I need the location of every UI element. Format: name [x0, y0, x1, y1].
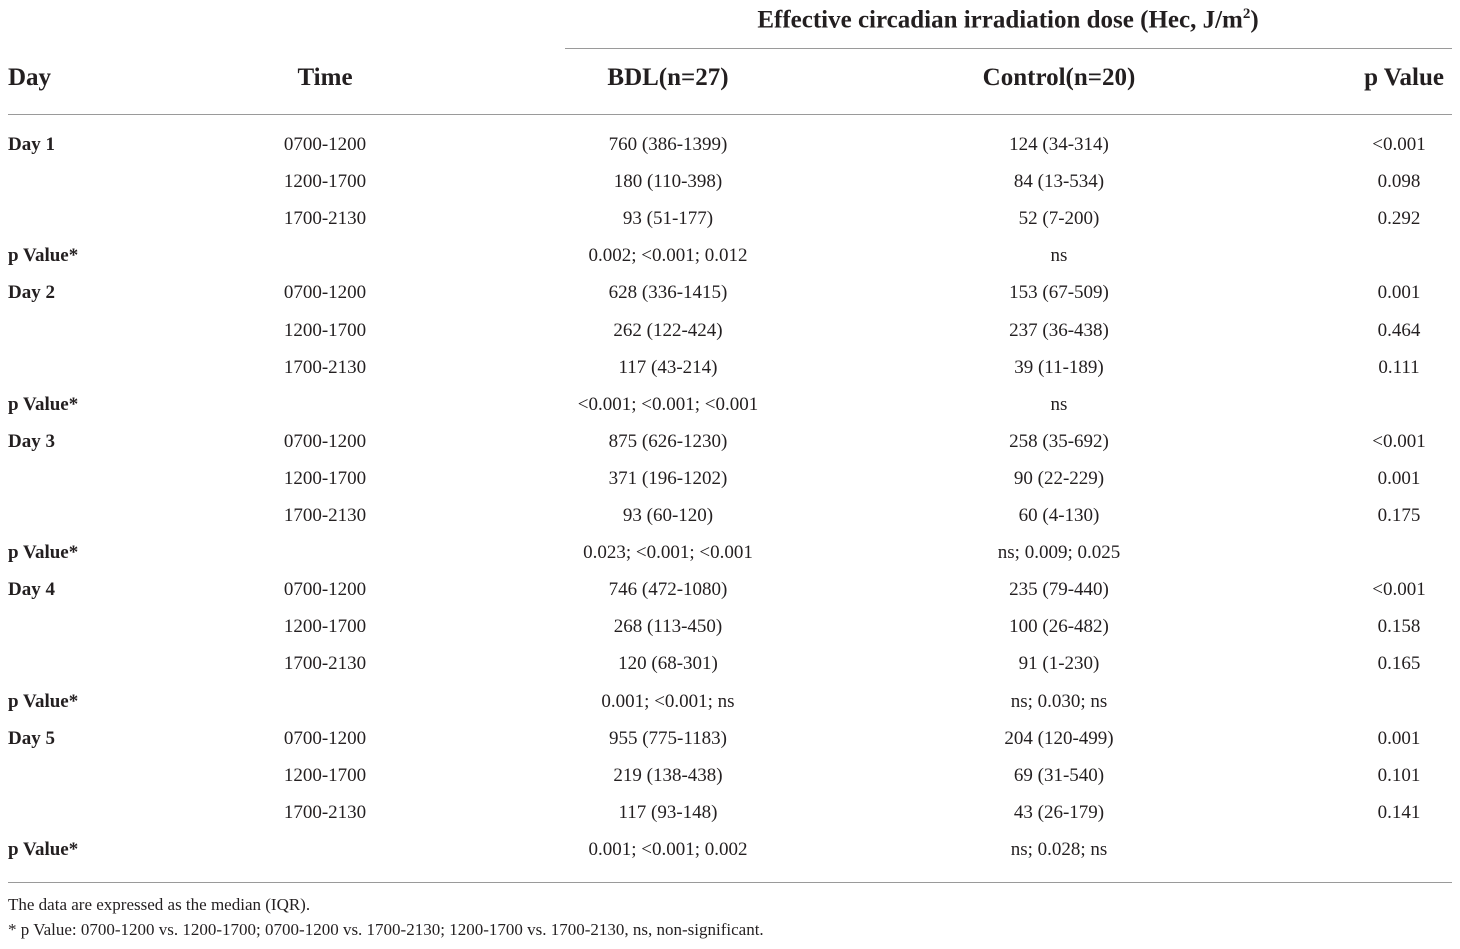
control-cell: ns	[1050, 394, 1068, 415]
time-cell: 0700-1200	[283, 579, 367, 600]
footnote-2: * p Value: 0700-1200 vs. 1200-1700; 0700-1200 vs. 1700-2130; 1200-1700 vs. 1700-2130, ns, non-significant.	[8, 920, 764, 939]
control-cell: 91 (1-230)	[1018, 653, 1100, 674]
control-cell: 69 (31-540)	[1013, 765, 1105, 786]
control-cell: 52 (7-200)	[1018, 208, 1100, 229]
bdl-cell: 268 (113-450)	[613, 616, 723, 637]
time-cell: 0700-1200	[283, 431, 367, 452]
column-header-bdl: BDL(n=27)	[607, 64, 729, 91]
column-header-control: Control(n=20)	[982, 64, 1136, 91]
p-value-cell: 0.175	[1377, 505, 1421, 526]
bdl-cell: 93 (51-177)	[622, 208, 714, 229]
control-cell: 153 (67-509)	[1009, 282, 1109, 303]
time-cell: 0700-1200	[283, 134, 367, 155]
bdl-cell: 117 (43-214)	[618, 357, 718, 378]
p-value-cell: 0.098	[1377, 171, 1421, 192]
bdl-cell: 875 (626-1230)	[608, 431, 728, 452]
control-cell: 124 (34-314)	[1009, 134, 1109, 155]
p-value-cell: <0.001	[1372, 134, 1426, 155]
bdl-cell: 0.002; <0.001; 0.012	[588, 245, 748, 266]
control-cell: ns; 0.030; ns	[1010, 691, 1108, 712]
control-cell: 237 (36-438)	[1009, 320, 1109, 341]
group-header-close: )	[1250, 6, 1259, 34]
time-cell: 0700-1200	[283, 282, 367, 303]
control-cell: ns; 0.009; 0.025	[997, 542, 1121, 563]
time-cell: 1200-1700	[283, 468, 367, 489]
column-header-time: Time	[297, 64, 353, 91]
time-cell: 0700-1200	[283, 728, 367, 749]
p-value-cell: 0.165	[1377, 653, 1421, 674]
time-cell: 1200-1700	[283, 765, 367, 786]
bdl-cell: 93 (60-120)	[622, 505, 714, 526]
p-value-label: p Value*	[8, 245, 79, 266]
time-cell: 1200-1700	[283, 171, 367, 192]
p-value-cell: 0.464	[1377, 320, 1421, 341]
bdl-cell: 0.001; <0.001; ns	[601, 691, 735, 712]
p-value-cell: 0.141	[1377, 802, 1421, 823]
p-value-cell: <0.001	[1372, 579, 1426, 600]
bdl-cell: 955 (775-1183)	[608, 728, 728, 749]
time-cell: 1700-2130	[283, 357, 367, 378]
bottom-rule	[8, 882, 1452, 883]
control-cell: 39 (11-189)	[1014, 357, 1104, 378]
p-value-cell: 0.001	[1377, 282, 1421, 303]
time-cell: 1700-2130	[283, 653, 367, 674]
p-value-cell: 0.158	[1377, 616, 1421, 637]
bdl-cell: 0.001; <0.001; 0.002	[588, 839, 748, 860]
p-value-cell: 0.292	[1377, 208, 1421, 229]
time-cell: 1200-1700	[283, 616, 367, 637]
p-value-label: p Value*	[8, 691, 79, 712]
bdl-cell: 120 (68-301)	[618, 653, 718, 674]
control-cell: 90 (22-229)	[1013, 468, 1105, 489]
header-rule	[8, 114, 1452, 115]
p-value-cell: 0.111	[1378, 357, 1420, 378]
p-value-cell: <0.001	[1372, 431, 1426, 452]
p-value-label: p Value*	[8, 394, 79, 415]
bdl-cell: 0.023; <0.001; <0.001	[583, 542, 753, 563]
bdl-cell: 180 (110-398)	[613, 171, 723, 192]
column-header-p-value: p Value	[1364, 64, 1444, 91]
p-value-label: p Value*	[8, 542, 79, 563]
bdl-cell: 760 (386-1399)	[608, 134, 728, 155]
day-label: Day 5	[8, 728, 55, 749]
bdl-cell: <0.001; <0.001; <0.001	[577, 394, 759, 415]
p-value-cell: 0.001	[1377, 468, 1421, 489]
bdl-cell: 219 (138-438)	[613, 765, 723, 786]
control-cell: 84 (13-534)	[1013, 171, 1105, 192]
control-cell: 235 (79-440)	[1009, 579, 1109, 600]
control-cell: 258 (35-692)	[1009, 431, 1109, 452]
column-header-day: Day	[8, 64, 52, 91]
day-label: Day 2	[8, 282, 55, 303]
group-header-rule	[565, 48, 1452, 49]
day-label: Day 4	[8, 579, 55, 600]
bdl-cell: 262 (122-424)	[613, 320, 723, 341]
p-value-cell: 0.101	[1377, 765, 1421, 786]
day-label: Day 3	[8, 431, 55, 452]
time-cell: 1700-2130	[283, 802, 367, 823]
control-cell: 100 (26-482)	[1009, 616, 1109, 637]
group-header-superscript: 2	[1242, 6, 1251, 22]
group-header	[757, 6, 1258, 34]
time-cell: 1700-2130	[283, 505, 367, 526]
bdl-cell: 746 (472-1080)	[608, 579, 728, 600]
bdl-cell: 117 (93-148)	[618, 802, 718, 823]
control-cell: 43 (26-179)	[1013, 802, 1105, 823]
time-cell: 1700-2130	[283, 208, 367, 229]
group-header-text: Effective circadian irradiation dose (Hec, J/m	[757, 6, 1243, 34]
footnote-1: The data are expressed as the median (IQR).	[8, 895, 311, 914]
control-cell: 204 (120-499)	[1004, 728, 1114, 749]
time-cell: 1200-1700	[283, 320, 367, 341]
bdl-cell: 628 (336-1415)	[608, 282, 728, 303]
p-value-label: p Value*	[8, 839, 79, 860]
control-cell: ns; 0.028; ns	[1010, 839, 1108, 860]
bdl-cell: 371 (196-1202)	[608, 468, 728, 489]
control-cell: ns	[1050, 245, 1068, 266]
control-cell: 60 (4-130)	[1018, 505, 1100, 526]
p-value-cell: 0.001	[1377, 728, 1421, 749]
day-label: Day 1	[8, 134, 55, 155]
